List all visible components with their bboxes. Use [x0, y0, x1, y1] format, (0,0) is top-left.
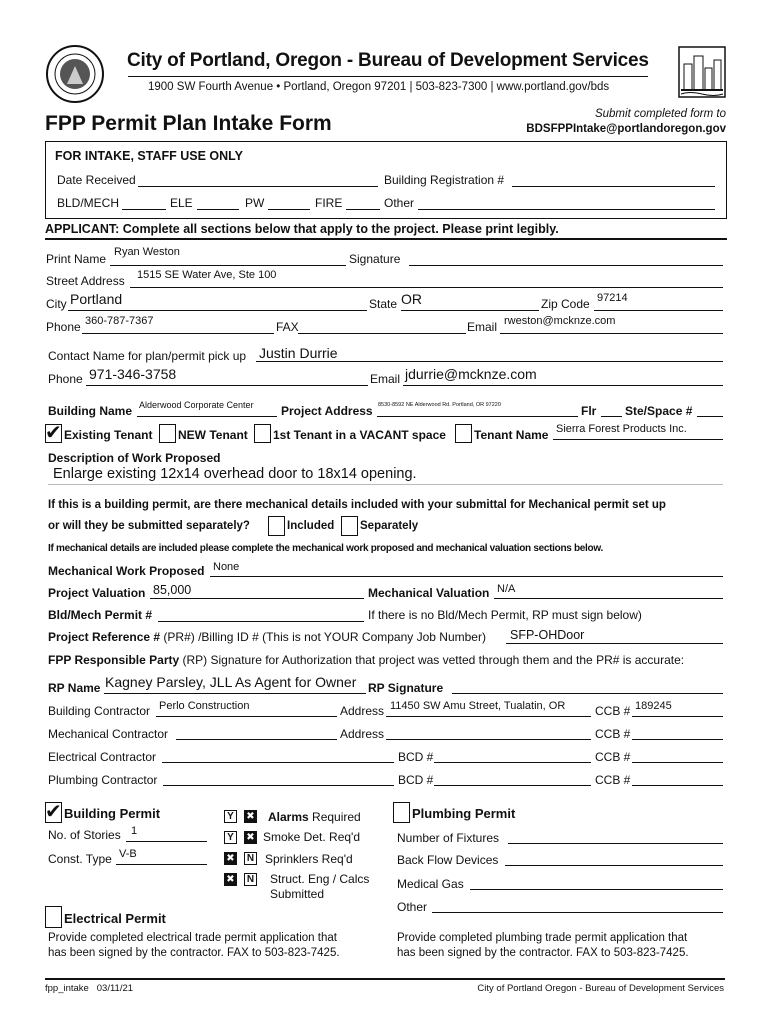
- elec-ccb-label: CCB #: [595, 750, 631, 764]
- first-tenant-label: 1st Tenant in a VACANT space: [273, 428, 446, 442]
- tenant-name-checkbox[interactable]: [455, 424, 472, 443]
- contact-email-label: Email: [370, 372, 401, 386]
- elec-contractor-field[interactable]: [162, 762, 394, 763]
- new-tenant-checkbox[interactable]: [159, 424, 176, 443]
- ste-label: Ste/Space #: [625, 404, 693, 418]
- bldg-contractor-field[interactable]: [156, 716, 337, 717]
- elec-note-2: has been signed by the contractor. FAX to 503-823-7425.: [48, 947, 340, 959]
- mech-valuation-label: Mechanical Valuation: [368, 586, 490, 600]
- mech-valuation-value: N/A: [497, 583, 516, 595]
- mech-ccb-label: CCB #: [595, 727, 631, 741]
- org-address: 1900 SW Fourth Avenue • Portland, Oregon 97201 | 503-823-7300 | www.portland.gov/bds: [148, 81, 610, 93]
- mech-note: If mechanical details are included please complete the mechanical work proposed and mechanical valuation sections below.: [48, 543, 603, 554]
- description-label: Description of Work Proposed: [48, 451, 221, 465]
- existing-tenant-check-icon: ✔: [45, 422, 62, 444]
- electrical-permit-label: Electrical Permit: [64, 911, 166, 926]
- new-tenant-label: NEW Tenant: [178, 428, 248, 442]
- mech-address-label: Address: [340, 727, 385, 741]
- bldg-ccb-value: 189245: [635, 700, 672, 712]
- mech-valuation-field[interactable]: [494, 598, 723, 599]
- const-type-field[interactable]: [116, 864, 207, 865]
- smoke-yes[interactable]: Y: [224, 831, 237, 844]
- city-label: City: [46, 297, 67, 311]
- print-name-label: Print Name: [46, 252, 107, 266]
- first-tenant-checkbox[interactable]: [254, 424, 271, 443]
- backflow-label: Back Flow Devices: [397, 853, 499, 867]
- pw-field[interactable]: [268, 209, 310, 210]
- mech-ccb-field[interactable]: [632, 739, 723, 740]
- const-type-value: V-B: [119, 848, 137, 860]
- sprinklers-no[interactable]: N: [244, 852, 257, 865]
- email-label: Email: [467, 320, 498, 334]
- electrical-permit-checkbox[interactable]: [45, 906, 62, 928]
- mech-work-value: None: [213, 561, 240, 573]
- backflow-field[interactable]: [505, 865, 723, 866]
- state-field[interactable]: [401, 310, 539, 311]
- state-label: State: [369, 297, 398, 311]
- bldg-address-value: 11450 SW Amu Street, Tualatin, OR: [390, 700, 566, 712]
- description-value: Enlarge existing 12x14 overhead door to 18x14 opening.: [53, 466, 417, 482]
- email-field[interactable]: [500, 333, 723, 334]
- header-rule: [128, 76, 648, 77]
- city-seal: [45, 44, 105, 104]
- bldg-contractor-label: Building Contractor: [48, 704, 151, 718]
- fpp-rp-bold: FPP Responsible Party: [48, 653, 180, 667]
- struct-label-1: Struct. Eng / Calcs: [270, 872, 370, 886]
- print-name-value: Ryan Weston: [114, 246, 180, 258]
- phone-field[interactable]: [82, 333, 274, 334]
- fixtures-label: Number of Fixtures: [397, 831, 500, 845]
- print-name-field[interactable]: [110, 265, 346, 266]
- struct-no[interactable]: N: [244, 873, 257, 886]
- rp-signature-label: RP Signature: [368, 681, 444, 695]
- bldg-ccb-field[interactable]: [632, 716, 723, 717]
- mech-work-label: Mechanical Work Proposed: [48, 564, 205, 578]
- mech-question-2: or will they be submitted separately?: [48, 520, 250, 532]
- ele-label: ELE: [170, 196, 193, 210]
- project-address-field[interactable]: [377, 416, 578, 417]
- stories-label: No. of Stories: [48, 828, 121, 842]
- applicant-heading-rule: [45, 238, 727, 240]
- fixtures-field[interactable]: [508, 843, 723, 844]
- included-label: Included: [287, 520, 335, 532]
- building-permit-check-icon: ✔: [45, 801, 62, 823]
- zip-value: 97214: [597, 292, 628, 304]
- alarms-no[interactable]: ✖: [244, 810, 257, 823]
- org-title: City of Portland, Oregon - Bureau of Development Services: [127, 50, 649, 71]
- plumb-ccb-field[interactable]: [632, 785, 723, 786]
- elec-contractor-label: Electrical Contractor: [48, 750, 157, 764]
- plumbing-permit-checkbox[interactable]: [393, 802, 410, 823]
- signature-label: Signature: [349, 252, 401, 266]
- contact-phone-value: 971-346-3758: [89, 366, 177, 382]
- project-address-value: 8530-8592 NE Alderwood Rd. Portland, OR 97220: [378, 402, 501, 408]
- mech-question-1: If this is a building permit, are there mechanical details included with your submittal for Mechanical permit set up: [48, 499, 666, 511]
- smoke-no[interactable]: ✖: [244, 831, 257, 844]
- staff-title: FOR INTAKE, STAFF USE ONLY: [55, 149, 243, 163]
- building-reg-field[interactable]: [512, 186, 715, 187]
- plumb-bcd-label: BCD #: [398, 773, 434, 787]
- struct-label-2: Submitted: [270, 887, 325, 901]
- flr-label: Flr: [581, 404, 597, 418]
- rp-name-label: RP Name: [48, 681, 101, 695]
- bld-mech-permit-label: Bld/Mech Permit #: [48, 608, 153, 622]
- alarms-rest: Required: [312, 810, 361, 824]
- signature-field[interactable]: [409, 265, 723, 266]
- footer-rule: [45, 978, 725, 980]
- existing-tenant-label: Existing Tenant: [64, 428, 153, 442]
- bldg-ccb-label: CCB #: [595, 704, 631, 718]
- fax-field[interactable]: [298, 333, 466, 334]
- mech-contractor-field[interactable]: [176, 739, 337, 740]
- project-ref-bold: Project Reference #: [48, 630, 161, 644]
- other-label: Other: [384, 196, 415, 210]
- city-value: Portland: [70, 291, 123, 307]
- stories-value: 1: [131, 825, 138, 837]
- plumb-ccb-label: CCB #: [595, 773, 631, 787]
- sprinklers-yes[interactable]: ✖: [224, 852, 237, 865]
- valuation-value: 85,000: [153, 583, 192, 597]
- project-ref-label: [48, 630, 486, 644]
- medgas-field[interactable]: [470, 889, 723, 890]
- mech-address-field[interactable]: [386, 739, 591, 740]
- bld-mech-label: BLD/MECH: [57, 196, 120, 210]
- project-address-label: Project Address: [281, 404, 373, 418]
- contact-name-field[interactable]: [256, 361, 723, 362]
- street-label: Street Address: [46, 274, 125, 288]
- struct-yes[interactable]: ✖: [224, 873, 237, 886]
- other-field[interactable]: [418, 209, 715, 210]
- elec-bcd-field[interactable]: [434, 762, 591, 763]
- rp-name-field[interactable]: [104, 693, 366, 694]
- project-ref-value: SFP-OHDoor: [510, 628, 585, 642]
- fpp-rp-label: [48, 653, 684, 667]
- street-value: 1515 SE Water Ave, Ste 100: [137, 269, 277, 281]
- bld-mech-field[interactable]: [122, 209, 166, 210]
- contact-phone-field[interactable]: [86, 385, 368, 386]
- stories-field[interactable]: [126, 841, 207, 842]
- separately-checkbox[interactable]: [341, 516, 358, 536]
- plumbing-permit-label: Plumbing Permit: [412, 806, 516, 821]
- plumb-contractor-label: Plumbing Contractor: [48, 773, 158, 787]
- city-skyline-icon: [678, 46, 726, 98]
- applicant-heading: APPLICANT: Complete all sections below that apply to the project. Please print legibly.: [45, 222, 559, 236]
- building-permit-label: Building Permit: [64, 806, 161, 821]
- plumb-note-1: Provide completed plumbing trade permit application that: [397, 932, 688, 944]
- bld-mech-permit-field[interactable]: [158, 621, 364, 622]
- street-field[interactable]: [130, 287, 723, 288]
- email-value: rweston@mcknze.com: [504, 315, 616, 327]
- valuation-field[interactable]: [150, 598, 364, 599]
- valuation-label: Project Valuation: [48, 586, 146, 600]
- alarms-yes[interactable]: Y: [224, 810, 237, 823]
- bldg-address-label: Address: [340, 704, 385, 718]
- elec-bcd-label: BCD #: [398, 750, 434, 764]
- building-name-value: Alderwood Corporate Center: [139, 400, 254, 410]
- mech-contractor-label: Mechanical Contractor: [48, 727, 169, 741]
- building-name-field[interactable]: [137, 416, 277, 417]
- rp-signature-field[interactable]: [452, 693, 723, 694]
- const-type-label: Const. Type: [48, 852, 112, 866]
- flr-field[interactable]: [601, 416, 622, 417]
- plumb-bcd-field[interactable]: [434, 785, 591, 786]
- elec-note-1: Provide completed electrical trade permit application that: [48, 932, 337, 944]
- fax-label: FAX: [276, 320, 299, 334]
- phone-value: 360-787-7367: [85, 315, 154, 327]
- bld-mech-permit-note: If there is no Bld/Mech Permit, RP must sign below): [368, 608, 642, 622]
- pw-label: PW: [245, 196, 265, 210]
- submit-email: BDSFPPIntake@portlandoregon.gov: [526, 123, 726, 135]
- contact-name-label: Contact Name for plan/permit pick up: [48, 349, 247, 363]
- alarms-label: [268, 810, 361, 824]
- plumb-contractor-field[interactable]: [163, 785, 394, 786]
- fpp-rp-rest: (RP) Signature for Authorization that project was vetted through them and the PR# is accurate:: [182, 653, 685, 667]
- elec-ccb-field[interactable]: [632, 762, 723, 763]
- sprinklers-label: Sprinklers Req'd: [265, 852, 353, 866]
- plumb-other-label: Other: [397, 900, 428, 914]
- plumb-other-field[interactable]: [432, 912, 723, 913]
- ste-field[interactable]: [697, 416, 723, 417]
- building-name-label: Building Name: [48, 404, 133, 418]
- bldg-contractor-value: Perlo Construction: [159, 700, 250, 712]
- phone-label: Phone: [46, 320, 81, 334]
- tenant-name-label: Tenant Name: [474, 428, 549, 442]
- rp-name-value: Kagney Parsley, JLL As Agent for Owner: [105, 674, 357, 690]
- tenant-name-value: Sierra Forest Products Inc.: [556, 423, 687, 435]
- project-ref-rest: (PR#) /Billing ID # (This is not YOUR Company Job Number): [163, 630, 486, 644]
- alarms-bold: Alarms: [268, 810, 309, 824]
- tenant-name-field[interactable]: [553, 439, 723, 440]
- contact-email-value: jdurrie@mcknze.com: [405, 366, 537, 382]
- zip-label: Zip Code: [541, 297, 590, 311]
- medgas-label: Medical Gas: [397, 877, 464, 891]
- submit-label: Submit completed form to: [594, 108, 726, 120]
- footer-left: fpp_intake 03/11/21: [45, 983, 134, 994]
- project-ref-field[interactable]: [506, 643, 723, 644]
- date-received-field[interactable]: [138, 186, 378, 187]
- city-field[interactable]: [68, 310, 367, 311]
- smoke-label: Smoke Det. Req'd: [263, 830, 361, 844]
- included-checkbox[interactable]: [268, 516, 285, 536]
- state-value: OR: [401, 291, 422, 307]
- zip-field[interactable]: [594, 310, 723, 311]
- ele-field[interactable]: [197, 209, 239, 210]
- separately-label: Separately: [360, 520, 419, 532]
- description-field-line[interactable]: [48, 484, 723, 485]
- contact-name-value: Justin Durrie: [259, 345, 338, 361]
- bldg-address-field[interactable]: [386, 716, 591, 717]
- mech-work-field[interactable]: [210, 576, 723, 577]
- plumb-note-2: has been signed by the contractor. FAX to 503-823-7425.: [397, 947, 689, 959]
- contact-phone-label: Phone: [48, 372, 83, 386]
- date-received-label: Date Received: [57, 173, 136, 187]
- footer-right: City of Portland Oregon - Bureau of Development Services: [477, 983, 724, 994]
- fire-label: FIRE: [315, 196, 343, 210]
- contact-email-field[interactable]: [403, 385, 723, 386]
- fire-field[interactable]: [346, 209, 380, 210]
- building-reg-label: Building Registration #: [384, 173, 505, 187]
- form-title: FPP Permit Plan Intake Form: [45, 112, 332, 135]
